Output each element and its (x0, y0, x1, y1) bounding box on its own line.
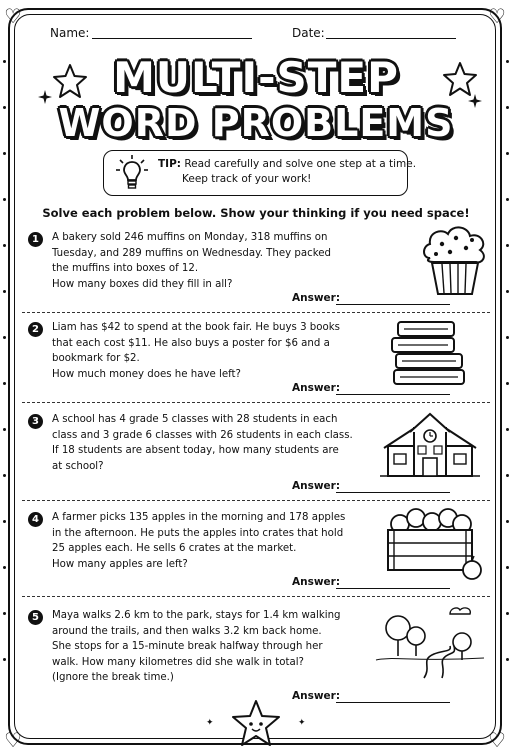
tip-label: TIP: (158, 158, 181, 170)
problem-line: in the afternoon. He puts the apples into crates that hold (52, 527, 344, 539)
border-dot (506, 198, 509, 201)
answer-label: Answer: (292, 480, 341, 492)
heart-icon: ♡ (488, 4, 506, 28)
heart-icon: ♡ (4, 4, 22, 28)
answer-label: Answer: (292, 382, 341, 394)
border-dot (506, 428, 509, 431)
name-label: Name: (50, 26, 90, 40)
problem-line: How much money does he have left? (52, 368, 241, 380)
border-dot (3, 520, 6, 523)
border-dot (506, 566, 509, 569)
border-dot (3, 244, 6, 247)
answer-label: Answer: (292, 690, 341, 702)
problem-line: How many apples are left? (52, 558, 188, 570)
border-dot (3, 198, 6, 201)
star-mascot-icon (228, 698, 284, 750)
divider (22, 500, 490, 501)
divider (22, 312, 490, 313)
problem-text (52, 510, 352, 572)
border-dot (506, 244, 509, 247)
problem-number: 4 (28, 512, 43, 527)
border-dot (3, 382, 6, 385)
instructions: Solve each problem below. Show your thinking if you need space! (42, 206, 470, 220)
border-dot (506, 152, 509, 155)
border-dot (506, 658, 509, 661)
tip-line-2: Keep track of your work! (182, 173, 312, 185)
problem-line: 25 apples each. He sells 6 crates at the market. (52, 543, 297, 554)
problem-line: Tuesday, and 289 muffins on Wednesday. They packed (52, 247, 331, 259)
problem-text (52, 320, 352, 382)
problem-line: around the trails, and then walks 3.2 km back home. (52, 625, 322, 637)
apple-crate-icon (384, 506, 484, 586)
heart-icon: ♡ (4, 728, 22, 752)
problem-line: walk. How many kilometres did she walk in total? (52, 656, 304, 668)
sparkle-icon: ✦ (206, 718, 214, 728)
problem-number: 2 (28, 322, 43, 337)
sparkle-icon: ✦ (298, 718, 306, 728)
problem-line: Maya walks 2.6 km to the park, stays for 1.4 km walking (52, 610, 341, 621)
problem-line: A bakery sold 246 muffins on Monday, 318 muffins on (52, 232, 328, 243)
divider (22, 402, 490, 403)
answer-field[interactable] (336, 491, 450, 493)
problem-line: If 18 students are absent today, how many students are (52, 445, 339, 456)
problem-text (52, 230, 352, 292)
border-dot (3, 428, 6, 431)
answer-label: Answer: (292, 292, 341, 304)
problem-line: at school? (52, 460, 104, 472)
date-label: Date: (292, 26, 325, 40)
lightbulb-icon (116, 154, 148, 192)
answer-field[interactable] (336, 587, 450, 589)
problem-line: that each cost $11. He also buys a poster for $6 and a (52, 337, 330, 349)
border-dot (506, 290, 509, 293)
border-dot (3, 336, 6, 339)
problem-text (52, 608, 352, 686)
border-dot (3, 612, 6, 615)
problem-line: bookmark for $2. (52, 353, 140, 364)
name-field[interactable] (92, 37, 252, 39)
problem-line: the muffins into boxes of 12. (52, 263, 199, 274)
answer-field[interactable] (336, 701, 450, 703)
problem-line: A farmer picks 135 apples in the morning and 178 apples (52, 512, 346, 523)
muffin-icon (420, 222, 490, 298)
heart-icon: ♡ (488, 728, 506, 752)
border-dot (3, 566, 6, 569)
title-line-2: WORD PROBLEMS (58, 101, 454, 145)
tip-text (158, 157, 416, 187)
answer-label: Answer: (292, 576, 341, 588)
tip-line-1: Read carefully and solve one step at a time. (184, 158, 417, 170)
books-icon (390, 318, 470, 388)
problem-line: She stops for a 15-minute break halfway through her (52, 641, 323, 652)
border-dot (3, 290, 6, 293)
school-icon (380, 410, 480, 480)
problem-line: How many boxes did they fill in all? (52, 278, 233, 290)
border-dot (3, 474, 6, 477)
border-dot (3, 658, 6, 661)
border-dot (3, 152, 6, 155)
problem-number: 1 (28, 232, 43, 247)
border-dot (506, 612, 509, 615)
problem-number: 5 (28, 610, 43, 625)
problem-line: A school has 4 grade 5 classes with 28 students in each (52, 414, 338, 425)
border-dot (506, 336, 509, 339)
answer-field[interactable] (336, 303, 450, 305)
park-path-icon (374, 600, 484, 680)
border-dot (506, 520, 509, 523)
problem-text (52, 412, 372, 474)
border-dot (506, 474, 509, 477)
answer-field[interactable] (336, 393, 450, 395)
date-field[interactable] (326, 37, 456, 39)
border-dot (506, 382, 509, 385)
problem-line: (Ignore the break time.) (52, 672, 174, 683)
title-line-1: MULTI-STEP (113, 53, 399, 102)
divider (22, 596, 490, 597)
problem-line: Liam has $42 to spend at the book fair. He buys 3 books (52, 322, 340, 333)
problem-line: class and 3 grade 6 classes with 26 students in each class. (52, 429, 353, 441)
problem-number: 3 (28, 414, 43, 429)
